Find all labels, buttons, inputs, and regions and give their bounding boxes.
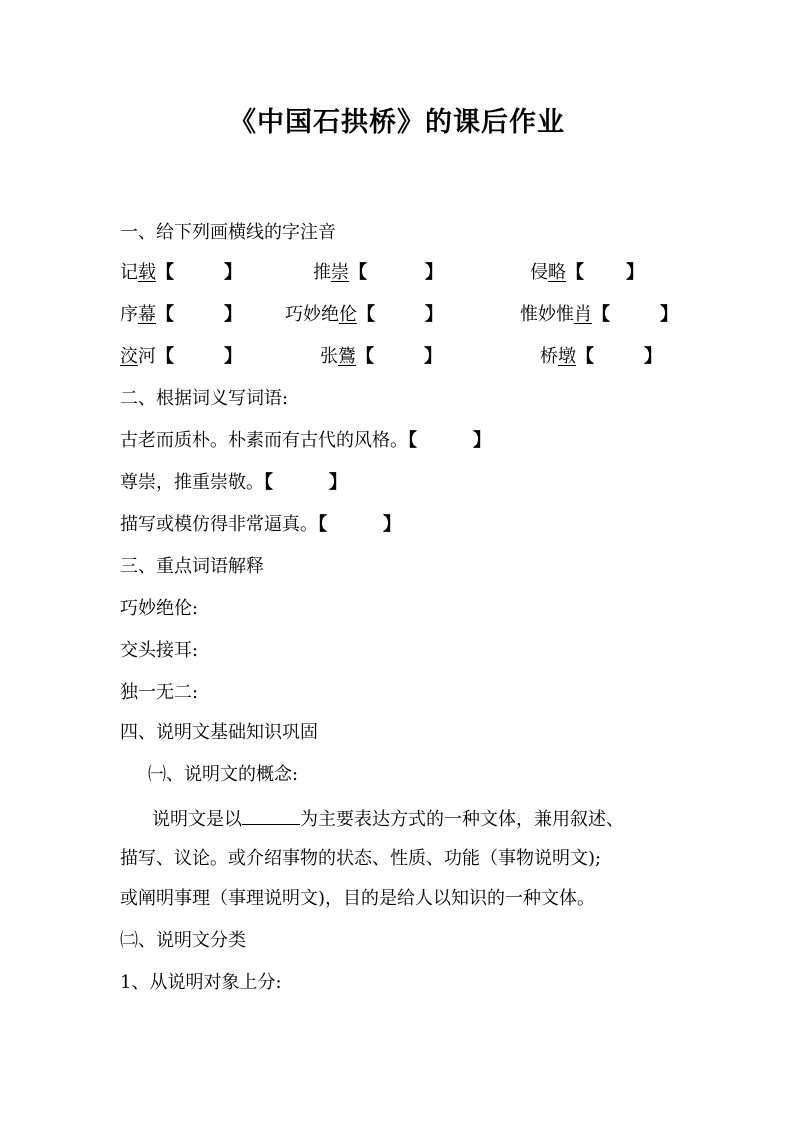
pinyin-item [120, 346, 242, 368]
close-bracket: 】 [425, 304, 443, 325]
item-prefix: 推 [313, 262, 331, 283]
item-suffix: 河 [138, 346, 156, 367]
open-bracket: 【 [592, 304, 610, 325]
paragraph-text-after-blank: 为主要表达方式的一种文体，兼用叙述、 [300, 809, 624, 830]
item-prefix: 张 [320, 346, 338, 367]
vocab-item: 交头接耳: [120, 640, 199, 661]
close-bracket: 】 [224, 346, 242, 367]
definition-text: 古老而质朴。朴素而有古代的风格。 [120, 430, 408, 451]
section-2-heading: 二、根据词义写词语: [120, 388, 289, 409]
close-bracket: 】 [473, 430, 491, 451]
close-bracket: 】 [224, 262, 242, 283]
subheading-classification: ㈡、说明文分类 [120, 930, 246, 951]
close-bracket: 】 [383, 514, 401, 535]
definition-text: 描写或模仿得非常逼真。 [120, 514, 318, 535]
definition-item [120, 430, 491, 452]
close-bracket: 】 [224, 304, 242, 325]
item-prefix: 序 [120, 304, 138, 325]
pinyin-item [540, 346, 662, 368]
open-bracket: 【 [349, 262, 367, 283]
underlined-char: 洨 [120, 346, 138, 367]
pinyin-item [530, 262, 644, 284]
underlined-char: 幕 [138, 304, 156, 325]
paragraph-line: 或阐明事理（事理说明文)，目的是给人以知识的一种文体。 [120, 888, 596, 909]
pinyin-item [320, 346, 442, 368]
paragraph-line: 描写、议论。或介绍事物的状态、性质、功能（事物说明文); [120, 848, 602, 869]
open-bracket: 【 [318, 514, 327, 535]
item-prefix: 惟妙惟 [520, 304, 574, 325]
underlined-char: 鷟 [338, 346, 356, 367]
item-prefix: 记 [120, 262, 138, 283]
open-bracket: 【 [576, 346, 594, 367]
underlined-char: 墩 [558, 346, 576, 367]
open-bracket: 【 [264, 472, 273, 493]
page-title: 《中国石拱桥》的课后作业 [229, 107, 565, 138]
section-4-heading: 四、说明文基础知识巩固 [120, 722, 318, 743]
underlined-char: 略 [548, 262, 566, 283]
vocab-item: 独一无二: [120, 682, 199, 703]
close-bracket: 】 [644, 346, 662, 367]
underlined-char: 伦 [339, 304, 357, 325]
close-bracket: 】 [424, 346, 442, 367]
fill-in-blank [242, 806, 300, 825]
close-bracket: 】 [329, 472, 347, 493]
definition-item [120, 514, 401, 536]
underlined-char: 肖 [574, 304, 592, 325]
list-item: 1、从说明对象上分: [120, 972, 282, 993]
pinyin-item [520, 304, 678, 326]
open-bracket: 【 [356, 346, 374, 367]
pinyin-item [313, 262, 443, 284]
close-bracket: 】 [626, 262, 644, 283]
section-1-heading: 一、给下列画横线的字注音 [120, 222, 336, 243]
subheading-concept: ㈠、说明文的概念: [148, 764, 299, 785]
item-prefix: 桥 [540, 346, 558, 367]
open-bracket: 【 [357, 304, 375, 325]
underlined-char: 崇 [331, 262, 349, 283]
paragraph-text-before-blank: 说明文是以 [152, 809, 242, 830]
section-3-heading: 三、重点词语解释 [120, 556, 264, 577]
close-bracket: 】 [425, 262, 443, 283]
item-prefix: 侵 [530, 262, 548, 283]
vocab-item: 巧妙绝伦: [120, 598, 199, 619]
open-bracket: 【 [156, 346, 174, 367]
underlined-char: 载 [138, 262, 156, 283]
item-prefix: 巧妙绝 [285, 304, 339, 325]
pinyin-item [120, 304, 242, 326]
pinyin-item [120, 262, 242, 284]
pinyin-item [285, 304, 443, 326]
close-bracket: 】 [660, 304, 678, 325]
open-bracket: 【 [156, 262, 174, 283]
definition-text: 尊崇，推重崇敬。 [120, 472, 264, 493]
open-bracket: 【 [408, 430, 417, 451]
definition-item [120, 472, 347, 494]
open-bracket: 【 [156, 304, 174, 325]
open-bracket: 【 [566, 262, 584, 283]
paragraph-line [152, 806, 624, 831]
